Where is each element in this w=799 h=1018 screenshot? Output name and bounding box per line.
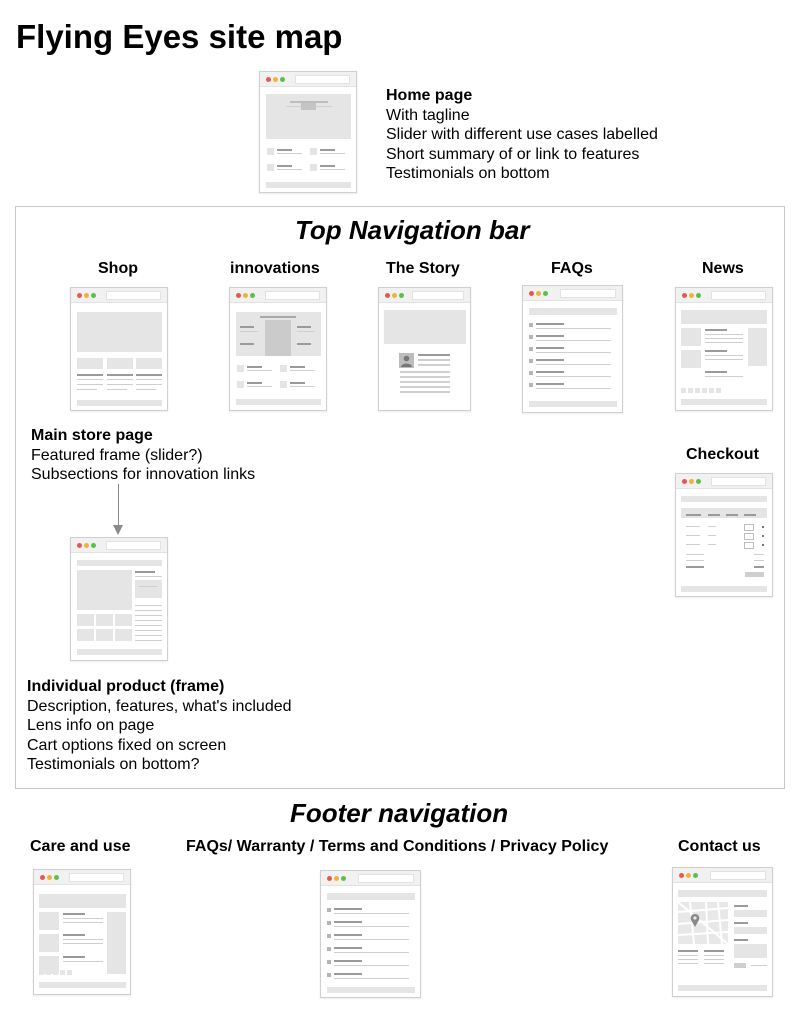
product-line: Testimonials on bottom?: [27, 756, 200, 773]
product-line: Lens info on page: [27, 717, 155, 734]
care-and-use-wireframe: [33, 869, 131, 995]
shop-wireframe: [70, 287, 168, 411]
nav-label-the-story: The Story: [386, 260, 460, 277]
legal-pages-wireframe: [320, 870, 421, 998]
main-store-line: Featured frame (slider?): [31, 446, 203, 464]
arrow-down-icon: [113, 525, 123, 535]
top-navigation-title: Top Navigation bar: [295, 215, 530, 245]
innovations-wireframe: [229, 287, 327, 411]
home-line: Short summary of or link to features: [386, 145, 640, 163]
checkout-label: Checkout: [686, 446, 759, 463]
news-wireframe: [675, 287, 773, 411]
arrow-connector: [118, 484, 119, 527]
the-story-wireframe: [378, 287, 471, 411]
map-icon: [678, 902, 728, 944]
home-line: Testimonials on bottom: [386, 165, 550, 182]
page-title: Flying Eyes site map: [16, 18, 343, 55]
contact-us-wireframe: [672, 867, 773, 997]
person-icon: [399, 353, 414, 368]
nav-label-news: News: [702, 260, 744, 277]
home-page-heading: Home page: [386, 87, 473, 104]
footer-navigation-title: Footer navigation: [290, 798, 509, 828]
faqs-wireframe: [522, 285, 623, 413]
individual-product-heading: Individual product (frame): [27, 678, 225, 695]
main-store-heading: Main store page: [31, 427, 153, 444]
nav-label-shop: Shop: [98, 260, 138, 277]
checkout-wireframe: [675, 473, 773, 597]
footer-label-care-and-use: Care and use: [30, 838, 131, 855]
main-store-line: Subsections for innovation links: [31, 466, 256, 483]
individual-product-wireframe: [70, 537, 168, 661]
nav-label-innovations: innovations: [230, 260, 320, 277]
individual-product-description: [27, 677, 292, 775]
nav-label-faqs: FAQs: [551, 260, 593, 277]
product-line: Description, features, what's included: [27, 697, 292, 715]
product-line: Cart options fixed on screen: [27, 736, 227, 754]
main-store-description: [31, 426, 255, 485]
home-page-description: [386, 86, 658, 184]
home-page-wireframe: [259, 71, 357, 193]
home-line: Slider with different use cases labelled: [386, 126, 658, 143]
footer-label-legal: FAQs/ Warranty / Terms and Conditions / Privacy Policy: [186, 838, 609, 855]
home-line: With tagline: [386, 106, 470, 124]
footer-label-contact-us: Contact us: [678, 838, 761, 855]
